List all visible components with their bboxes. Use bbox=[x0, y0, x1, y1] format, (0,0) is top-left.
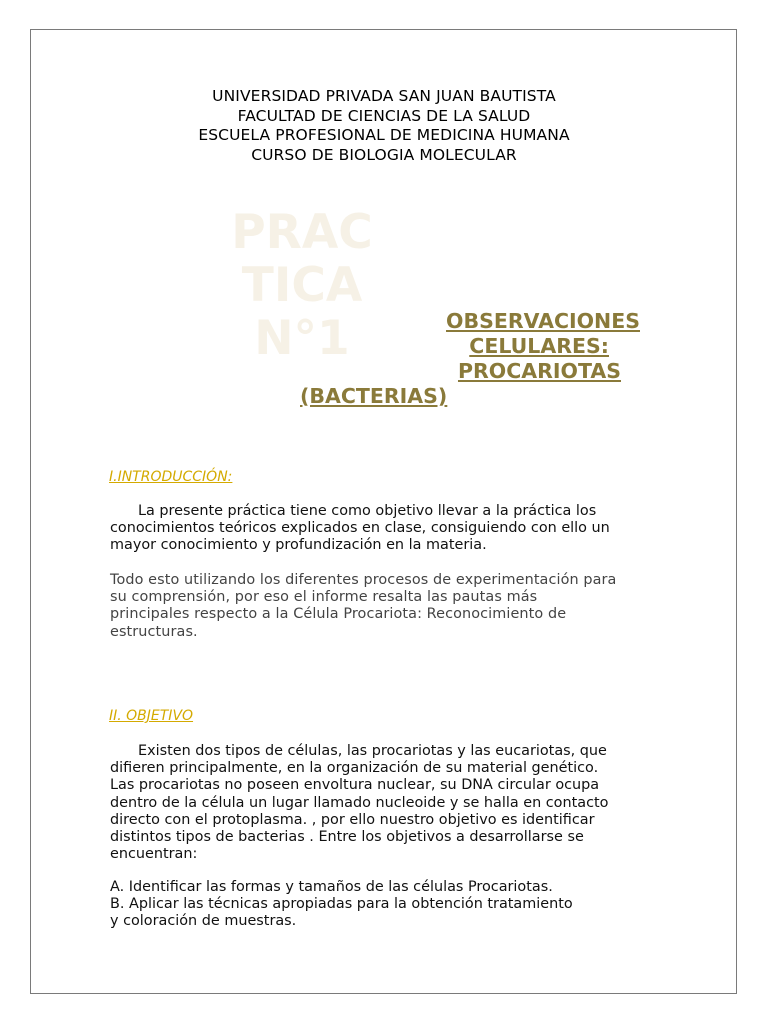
list-item: B. Aplicar las técnicas apropiadas para la obtención tratamiento bbox=[110, 896, 573, 913]
text-line: La presente práctica tiene como objetivo llevar a la práctica los bbox=[138, 503, 597, 519]
objetivo-list bbox=[110, 879, 670, 931]
faculty-name: FACULTAD DE CIENCIAS DE LA SALUD bbox=[237, 106, 531, 125]
document-title bbox=[300, 309, 640, 409]
text-line: su comprensión, por eso el informe resalta las pautas más bbox=[110, 589, 538, 606]
course-name: CURSO DE BIOLOGIA MOLECULAR bbox=[251, 145, 517, 164]
text-line: Todo esto utilizando los diferentes procesos de experimentación para bbox=[110, 572, 617, 588]
introduccion-paragraph-1 bbox=[110, 503, 670, 555]
watermark-line: N°1 bbox=[254, 311, 350, 366]
university-name: UNIVERSIDAD PRIVADA SAN JUAN BAUTISTA bbox=[212, 87, 556, 105]
list-item: y coloración de muestras. bbox=[110, 913, 297, 930]
watermark-line: PRAC bbox=[231, 205, 373, 260]
text-line: dentro de la célula un lugar llamado nucleoide y se halla en contacto bbox=[110, 794, 609, 811]
school-name: ESCUELA PROFESIONAL DE MEDICINA HUMANA bbox=[198, 126, 570, 144]
text-line: estructuras. bbox=[110, 623, 198, 640]
objetivo-paragraph bbox=[110, 743, 670, 863]
text-line: conocimientos teóricos explicados en clase, consiguiendo con ello un bbox=[110, 520, 610, 537]
introduccion-paragraph-2 bbox=[110, 572, 670, 641]
document-header bbox=[0, 87, 768, 165]
list-item: A. Identificar las formas y tamaños de las células Procariotas. bbox=[110, 879, 553, 895]
title-line: PROCARIOTAS bbox=[457, 359, 621, 383]
text-line: encuentran: bbox=[110, 846, 198, 863]
text-line: Existen dos tipos de células, las procariotas y las eucariotas, que bbox=[138, 743, 607, 759]
text-line: directo con el protoplasma. , por ello nuestro objetivo es identificar bbox=[110, 811, 595, 828]
title-line: CELULARES: bbox=[469, 334, 609, 358]
text-line: distintos tipos de bacterias . Entre los objetivos a desarrollarse se bbox=[110, 829, 584, 846]
section-heading-introduccion: I.INTRODUCCIÓN: bbox=[109, 469, 233, 485]
text-line: Las procariotas no poseen envoltura nuclear, su DNA circular ocupa bbox=[110, 777, 600, 794]
section-heading-objetivo: II. OBJETIVO bbox=[109, 708, 194, 724]
title-line: OBSERVACIONES bbox=[446, 309, 640, 333]
title-line: (BACTERIAS) bbox=[300, 384, 448, 408]
text-line: difieren principalmente, en la organización de su material genético. bbox=[110, 760, 599, 777]
text-line: mayor conocimiento y profundización en la materia. bbox=[110, 537, 487, 554]
text-line: principales respecto a la Célula Procariota: Reconocimiento de bbox=[110, 606, 567, 623]
watermark-line: TICA bbox=[241, 258, 363, 313]
